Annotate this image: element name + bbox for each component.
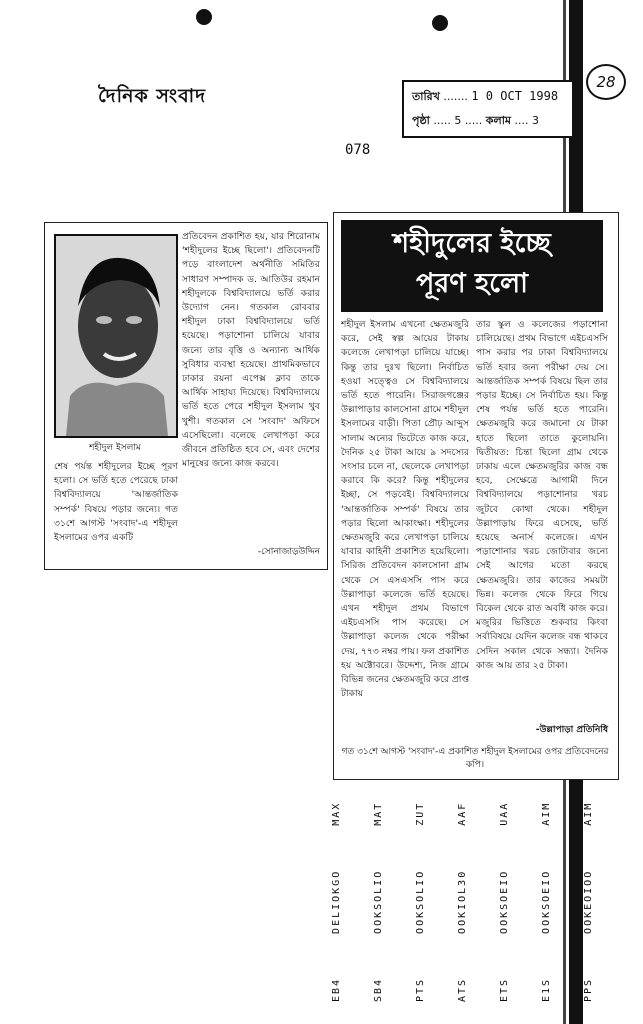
column-label: কলাম — [485, 114, 511, 127]
portrait-image — [56, 236, 176, 436]
page-number: 078 — [345, 142, 371, 158]
column-value: 3 — [532, 114, 539, 127]
headline-line-1: শহীদুলের ইচ্ছে — [393, 228, 551, 259]
date-value: 1 0 OCT 1998 — [471, 89, 559, 103]
index-row — [372, 772, 386, 1002]
index-tag: MAX — [331, 801, 342, 826]
circled-number: 28 — [586, 64, 626, 100]
article-headline — [341, 220, 603, 312]
punch-hole-right — [432, 15, 448, 31]
newspaper-masthead: দৈনিক সংবাদ — [98, 85, 207, 107]
index-code: SB4 — [373, 977, 384, 1002]
index-code: ETS — [499, 977, 510, 1002]
date-stamp-box — [402, 80, 574, 138]
index-tag: AAF — [457, 801, 468, 826]
index-id: OOKSOLIO — [415, 869, 426, 934]
left-clipping-column-a: শেষ পর্যন্ত শহীদুলের ইচ্ছে পূরণ হলো। সে ভর্তি হতে পেরেছে ঢাকা বিশ্ববিদ্যালয়ে 'আন্তর্জাতিক সম্পর্ক' বিষয়ে পড়ার জন্যে। গত ৩১শে আগস্ট 'সংবাদ'-এ শহীদুল ইসলামের ওপর একটি — [54, 461, 178, 544]
index-row — [540, 772, 554, 1002]
index-tag: AIM — [541, 801, 552, 826]
right-clipping-byline: -উল্লাপাড়া প্রতিনিধি — [535, 725, 608, 735]
index-id: DELIOKGO — [331, 869, 342, 934]
left-clipping-column-b: প্রতিবেদন প্রকাশিত হয়, যার শিরোনাম 'শহীদুলের ইচ্ছে ছিলো'। প্রতিবেদনটি পড়ে বাংলাদেশ অর্থনীতি সমিতির সাধারণ সম্পাদক ড. আতিউর রহমান শহীদুলকে বিশ্ববিদ্যালয়ে ভর্তি করার উদ্যোগ নেন। গতকাল রোববার শহীদুল ঢাকা বিশ্ববিদ্যালয়ে ভর্তি হয়েছে। পড়াশোনা চালিয়ে যাবার জন্যে তার বৃত্তি ও অন্যান্য আর্থিক সুবিধার ব্যবস্থা হয়েছে। প্রাথমিকভাবে ঢাকার রয়না এপেক্স ক্লাব তাকে আর্থিক সাহায্য দিয়েছে। বিশ্ববিদ্যালয়ে ভর্তি হতে পেরে শহীদুল ইসলাম খুব খুশী। গতকাল সে 'সংবাদ' অফিসে এসেছিলো। বলেছে লেখাপড়া করে জীবনে প্রতিষ্ঠিত হবে সে, এবং দেশের মানুষের জন্যে কাজ করবে। — [182, 231, 320, 470]
index-id: OOKIOL30 — [457, 869, 468, 934]
index-row — [330, 772, 344, 1002]
portrait-photo — [54, 234, 178, 438]
index-tag: AIM — [583, 801, 594, 826]
page-value: 5 — [454, 114, 462, 127]
page-label: পৃষ্ঠা — [412, 114, 430, 127]
index-tag: MAT — [373, 801, 384, 826]
index-row — [582, 772, 596, 1002]
page-row: পৃষ্ঠা ..... 5 ..... কলাম .... 3 — [412, 114, 539, 127]
index-row — [414, 772, 428, 1002]
index-code: PPS — [583, 977, 594, 1002]
date-row: তারিখ ....... 1 0 OCT 1998 — [412, 89, 559, 103]
index-code: PTS — [415, 977, 426, 1002]
index-row — [456, 772, 470, 1002]
index-id: OOKSOLIO — [373, 869, 384, 934]
rotated-index-list — [330, 772, 624, 1002]
index-id: OOKSOEIO — [499, 869, 510, 934]
right-clipping-column-a: শহীদুল ইসলাম এখনো ক্ষেতমজুরি করে, সেই স্বল্প আয়ের টাকায় কলেজে লেখাপড়া চালিয়ে যাচ্ছে। কিন্তু তার দুঃখ ছিলো। নির্বাচিত হওয়া সত্ত্বেও সে বিশ্ববিদ্যালয়ে ভর্তি হতে পারেনি। সিরাজগঞ্জের উল্লাপাড়ার কালসোনা গ্রামে শহীদুল ইসলামের বাড়ী। পিতা প্রৌঢ় আব্দুস সালাম অন্যের ভিটেতে কাজ করে, দৈনিক ২৫ টাকা আয়ে ৯ সদস্যের সংসার চলে না, ছেলেকে লেখাপড়া করাবে কি করে? কিন্তু শহীদুলের ইচ্ছা, সে পড়বেই। বিশ্ববিদ্যালয়ে 'আন্তর্জাতিক সম্পর্ক' বিষয়ে তার পড়ার ছিলো আকাংক্ষা। শহীদুলের ক্ষেতমজুরি করে লেখাপড়া চালিয়ে যাবার কাহিনী প্রকাশিত হয়েছিলো। সিরিজ প্রতিবেদন কালসোনা গ্রাম থেকে সে এসএসসি পাস করে উল্লাপাড়া কলেজে ভর্তি হয়েছে। এখন শহীদুল প্রথম বিভাগে এইচএসসি পাস করেছে। সে উল্লাপাড়া কলেজ থেকে পরীক্ষা দেয়, ৭৭৩ নম্বর পায়। ফল প্রকাশিত হয় অক্টোবরে। উদ্দেশ্য, নিজ গ্রামে বিভিন্ন জনের ক্ষেতমজুরি করে প্রাপ্ত টাকায় — [341, 319, 469, 700]
headline-line-2: পূরণ হলো — [416, 268, 528, 299]
index-code: EB4 — [331, 977, 342, 1002]
index-tag: ZUT — [415, 801, 426, 826]
left-clipping-byline: -সোনাজাড়উদ্দিন — [257, 547, 320, 557]
index-code: ATS — [457, 977, 468, 1002]
right-clipping-column-b: তার স্কুল ও কলেজের পড়াশোনা চালিয়েছে। প্রথম বিভাগে এইচএসসি পাস করার পর ঢাকা বিশ্ববিদ্যালয়ে ভর্তি হবার জন্য পরীক্ষা দেয় সে। আন্তর্জাতিক সম্পর্ক বিষয়ে ছিল তার পড়ার ইচ্ছে। সে নির্বাচিত হয়। কিন্তু শেষ পর্যন্ত ভর্তি হতে পারেনি। ক্ষেতমজুরি করে জমানো যে টাকা হাতে ছিলো তাতে কুলোয়নি। দ্বিতীয়ত: চিন্তা ছিলো গ্রাম থেকে ঢাকায় এলে ক্ষেতমজুরির কাজ বন্ধ হবে, সেক্ষেত্রে আগামী দিনে বিশ্ববিদ্যালয়ে পড়াশোনার খরচ জুটবে কোথা থেকে। শহীদুল উল্লাপাড়ায় ফিরে এসেছে, ভর্তি হয়েছে অনার্স কলেজে। এখন পড়াশোনার খরচ জোটাবার জন্যে সেই আগের মতো করছে ক্ষেতমজুরি। তার কাজের সময়টা ভিন্ন। কলেজ থেকে ফিরে গিয়ে বিকেল থেকে রাত অবধি কাজ করে। মজুরির ভিত্তিতে শুকবার কিংবা সর্বাবিষয়ে যেদিন কলেজ বন্ধ থাকবে সেদিন সকাল থেকে সন্ধ্যা। দৈনিক কাজ আয় তার ২৫ টাকা। — [476, 319, 608, 671]
index-row — [498, 772, 512, 1002]
photo-caption: শহীদুল ইসলাম — [89, 443, 141, 453]
index-id: OOKSOEIO — [541, 869, 552, 934]
clipping-footnote: গত ৩১শে আগস্ট 'সংবাদ'-এ প্রকাশিত শহীদুল ইসলামের ওপর প্রতিবেদনের কপি। — [341, 747, 609, 770]
punch-hole-left — [196, 9, 212, 25]
index-code: E1S — [541, 977, 552, 1002]
date-label: তারিখ — [412, 90, 440, 103]
index-id: OOKEOIOO — [583, 869, 594, 934]
index-tag: UAA — [499, 801, 510, 826]
